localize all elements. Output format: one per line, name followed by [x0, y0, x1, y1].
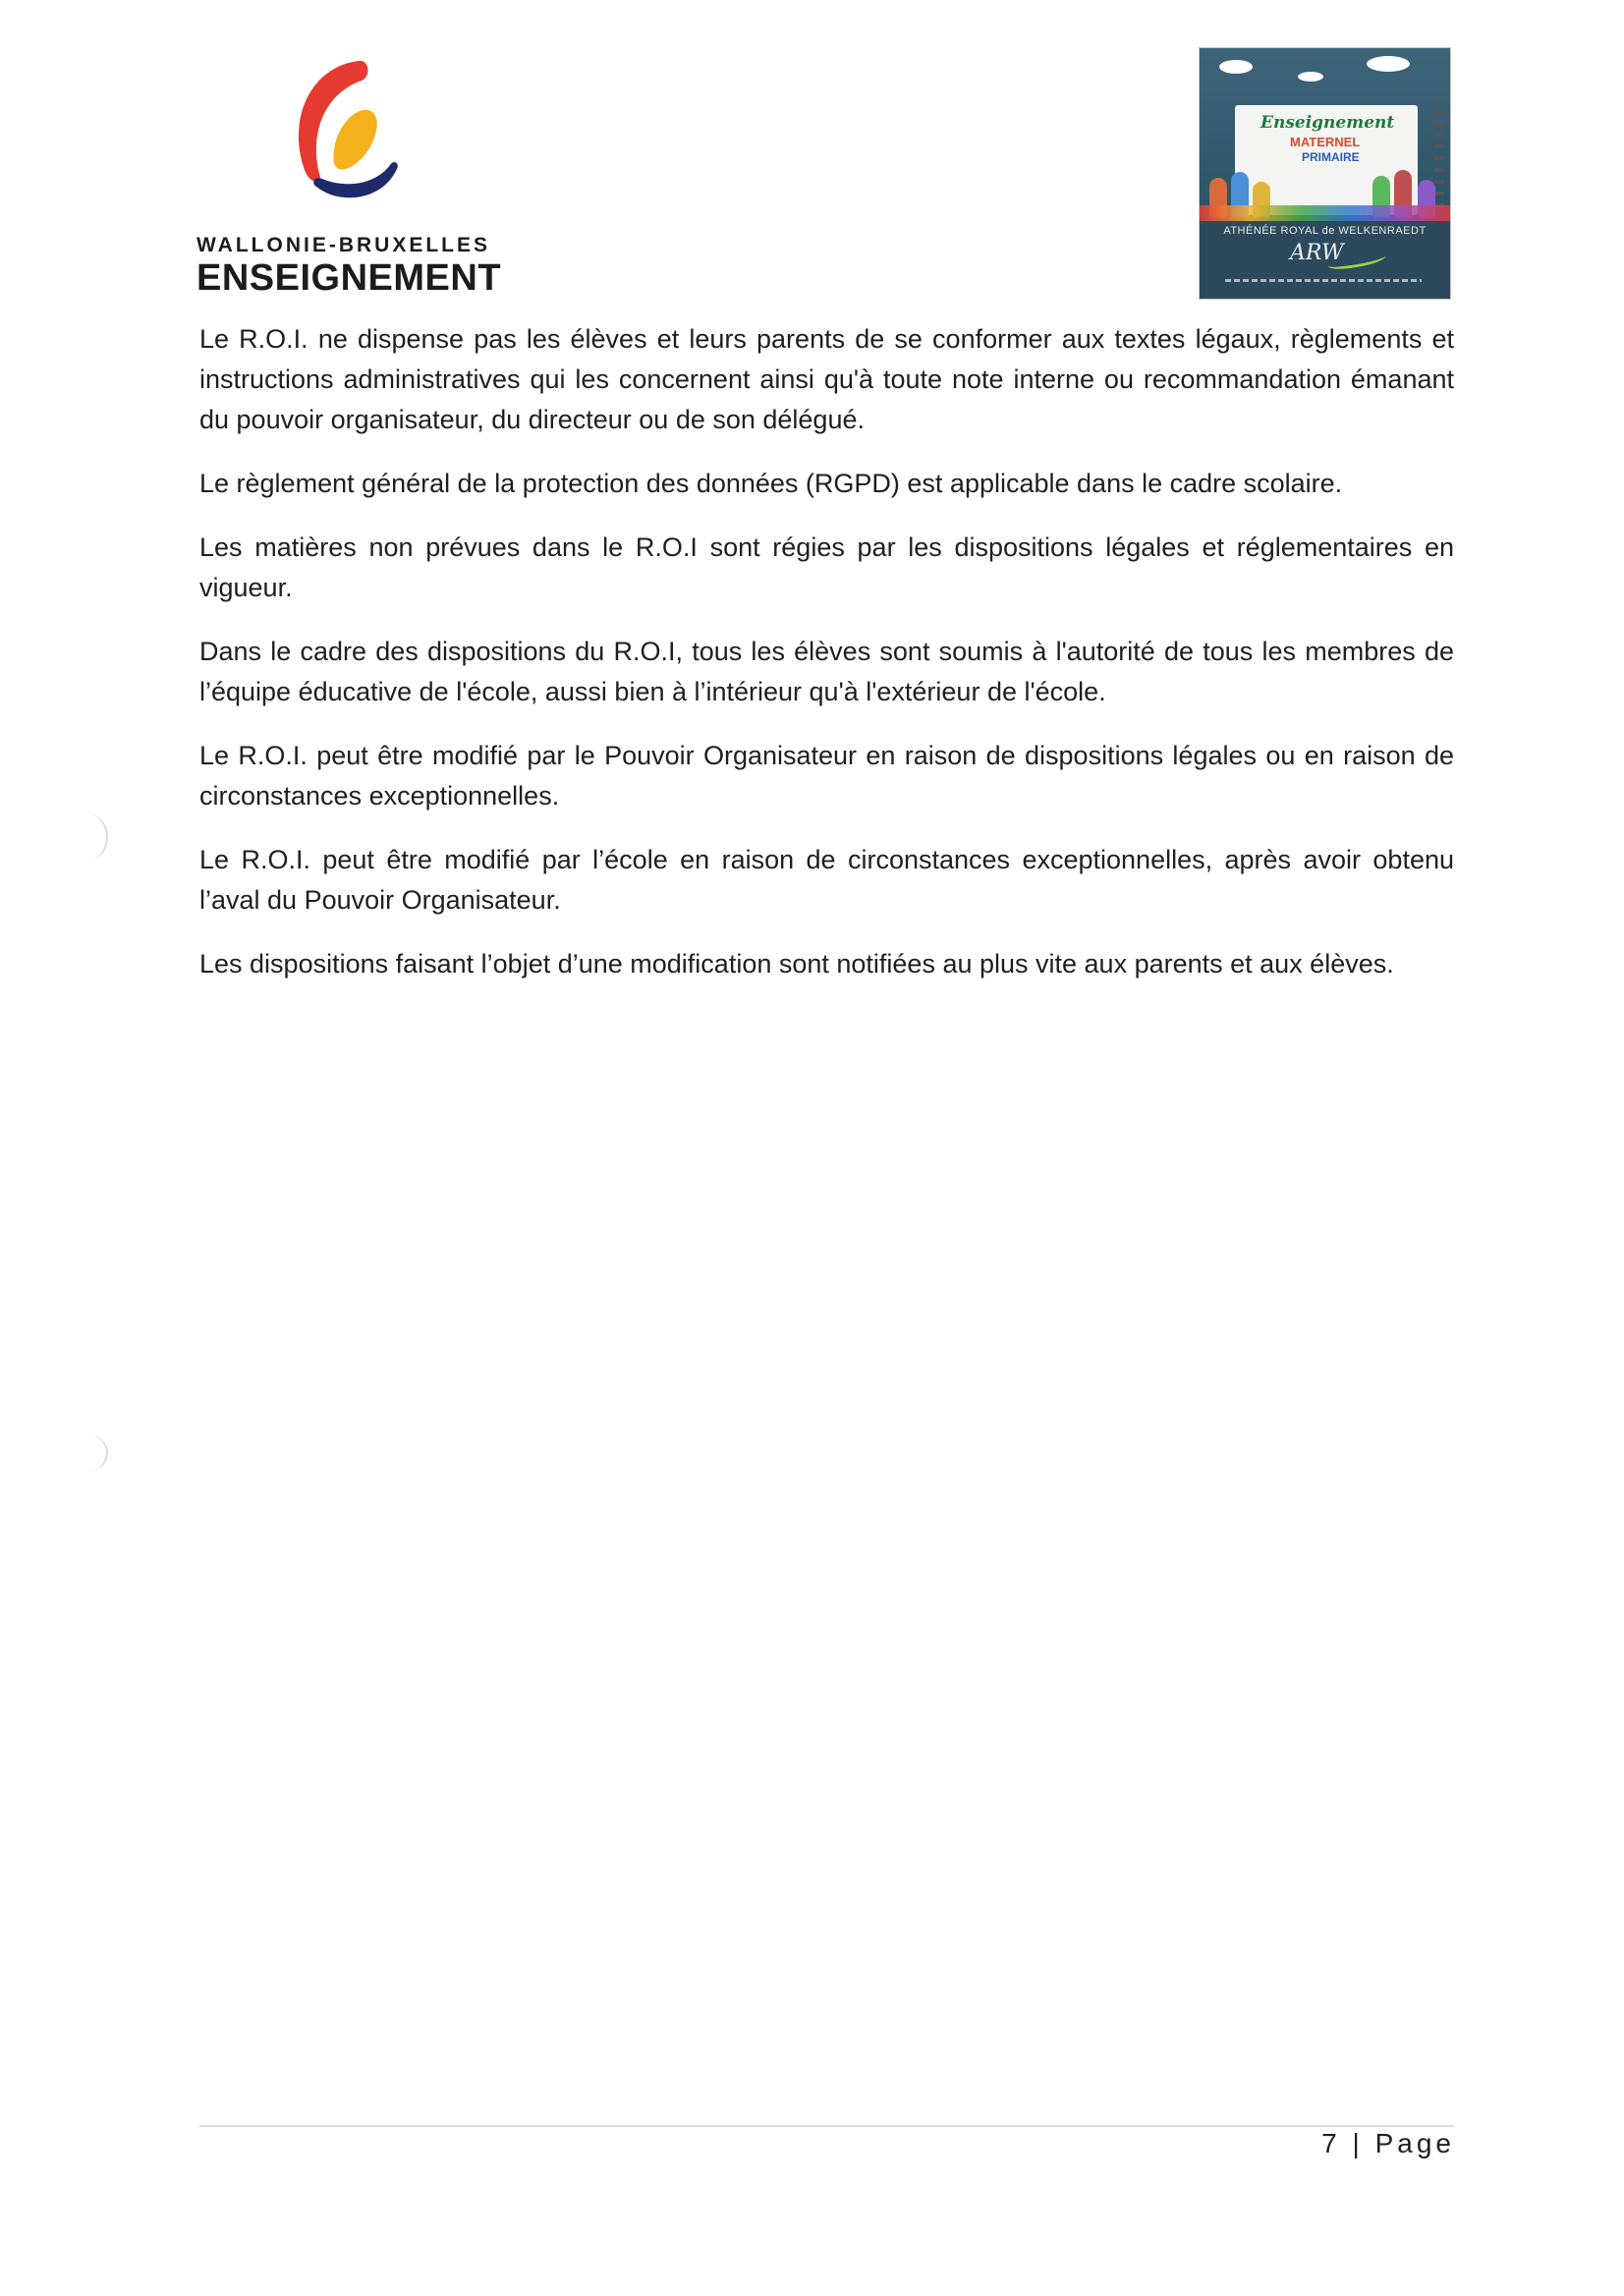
- binder-hole-mark: [67, 813, 108, 861]
- school-logo-name: ATHÉNÉE ROYAL de WELKENRAEDT: [1223, 225, 1427, 237]
- school-logo-acronym: ARW: [1290, 241, 1344, 265]
- school-logo: [1199, 47, 1451, 300]
- paragraph-roi-dispense: Le R.O.I. ne dispense pas les élèves et leurs parents de se conformer aux textes légaux, règlements et instructions administratives qui les concernent ainsi qu'à toute note interne ou recommandation émanant du pouvoir organisateur, du directeur ou de son délégué.: [199, 324, 1454, 434]
- paragraph-rgpd: Le règlement général de la protection des données (RGPD) est applicable dans le cadre scolaire.: [199, 469, 1343, 498]
- school-logo-color-band: [1200, 205, 1450, 221]
- paragraph-modification-po: Le R.O.I. peut être modifié par le Pouvoir Organisateur en raison de dispositions légales ou en raison de circonstances exceptionnelles.: [199, 741, 1454, 811]
- school-logo-title-line1: Enseignement: [1260, 113, 1395, 133]
- paragraph-matieres-non-prevues: Les matières non prévues dans le R.O.I sont régies par les dispositions légales et réglementaires en vigueur.: [199, 532, 1454, 602]
- paragraph-notification: Les dispositions faisant l’objet d’une modification sont notifiées au plus vite aux parents et aux élèves.: [199, 949, 1394, 979]
- wbe-logo-navy-arc: [313, 162, 398, 197]
- paragraph-autorite-equipe: Dans le cadre des dispositions du R.O.I, tous les élèves sont soumis à l'autorité de tous les membres de l’équipe éducative de l'école, aussi bien à l’intérieur qu'à l'extérieur de l'école.: [199, 637, 1454, 706]
- page-number: 7: [1321, 2128, 1341, 2158]
- wbe-logo-yellow-blob: [333, 110, 376, 170]
- school-logo-title-line3: PRIMAIRE: [1302, 150, 1360, 164]
- page-footer: [1321, 2128, 1455, 2159]
- footer-rule: [199, 2125, 1454, 2127]
- wbe-logo-mark: [265, 47, 413, 224]
- cloud-icon: [1367, 56, 1410, 72]
- wbe-logo: [196, 47, 502, 303]
- document-body: [199, 319, 1454, 1008]
- paragraph-modification-ecole: Le R.O.I. peut être modifié par l’école en raison de circonstances exceptionnelles, après avoir obtenu l’aval du Pouvoir Organisateur.: [199, 845, 1454, 915]
- cloud-icon: [1219, 60, 1253, 74]
- page-separator: |: [1352, 2128, 1364, 2158]
- page-word: Page: [1374, 2128, 1455, 2158]
- binder-hole-mark: [67, 1434, 108, 1472]
- school-logo-contact-line: [1225, 279, 1422, 282]
- wbe-logo-line1: WALLONIE-BRUXELLES: [196, 234, 490, 256]
- wbe-logo-line2: ENSEIGNEMENT: [196, 257, 502, 299]
- cloud-icon: [1298, 72, 1323, 82]
- school-logo-title-line2: MATERNEL: [1290, 135, 1361, 149]
